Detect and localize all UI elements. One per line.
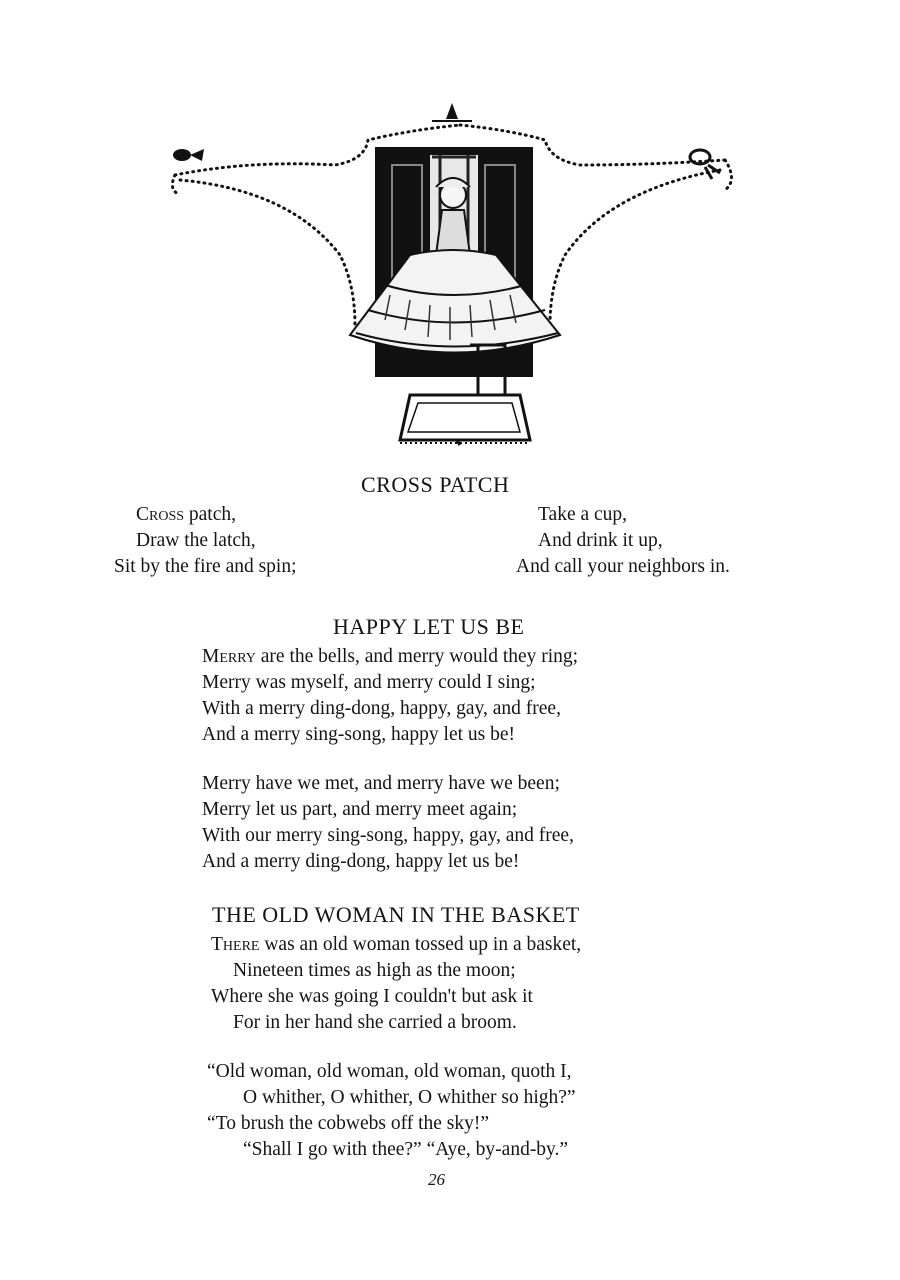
bow-left-icon [173, 149, 204, 161]
page-number: 26 [428, 1170, 445, 1189]
poem-line: Where she was going I couldn't but ask it [211, 986, 533, 1007]
poem-line: “Old woman, old woman, old woman, quoth I, [207, 1061, 572, 1082]
poem-line: “Shall I go with thee?” “Aye, by-and-by.” [243, 1139, 569, 1160]
cross-patch-lead-word: Cross [136, 504, 185, 525]
cross-patch-right-line: And call your neighbors in. [516, 556, 730, 577]
poem-line: Merry let us part, and merry meet again; [202, 799, 518, 820]
poem-line: For in her hand she carried a broom. [233, 1012, 517, 1033]
happy-let-us-be-title: HAPPY LET US BE [333, 614, 525, 639]
poem-line: “To brush the cobwebs off the sky!” [207, 1113, 490, 1134]
top-ornament-icon [446, 103, 458, 119]
poem-line: O whither, O whither, O whither so high?” [243, 1087, 576, 1108]
poem-line: Merry was myself, and merry could I sing; [202, 672, 536, 693]
poem-lead-word: Merry [202, 646, 256, 667]
poem-line: With a merry ding-dong, happy, gay, and free, [202, 698, 561, 719]
poem-line: And a merry ding-dong, happy let us be! [202, 851, 520, 872]
old-woman-title: THE OLD WOMAN IN THE BASKET [212, 902, 580, 927]
cross-patch-line-rest: patch, [184, 504, 237, 525]
girl-in-ruffled-dress-illustration [160, 95, 745, 465]
poem-line: With our merry sing-song, happy, gay, and free, [202, 825, 574, 846]
poem-line: Nineteen times as high as the moon; [233, 960, 516, 981]
poem-line: And a merry sing-song, happy let us be! [202, 724, 516, 745]
rug [400, 395, 530, 440]
poem-line: Merry have we met, and merry have we been; [202, 773, 560, 794]
poem-lead-word: There [211, 934, 260, 955]
cross-patch-title: CROSS PATCH [361, 472, 510, 497]
poem-line-rest: was an old woman tossed up in a basket, [259, 934, 582, 955]
cross-patch-left-line [136, 505, 236, 525]
cross-patch-left-line: Sit by the fire and spin; [114, 556, 297, 577]
cross-patch-left-line: Draw the latch, [136, 530, 256, 551]
dotted-swag-right [550, 170, 720, 325]
poem-line [202, 647, 578, 667]
poem-line [211, 935, 581, 955]
cross-patch-right-line: And drink it up, [538, 530, 663, 551]
cross-patch-right-line: Take a cup, [538, 504, 628, 525]
dotted-swag-left [180, 180, 355, 325]
poem-line-rest: are the bells, and merry would they ring; [255, 646, 579, 667]
